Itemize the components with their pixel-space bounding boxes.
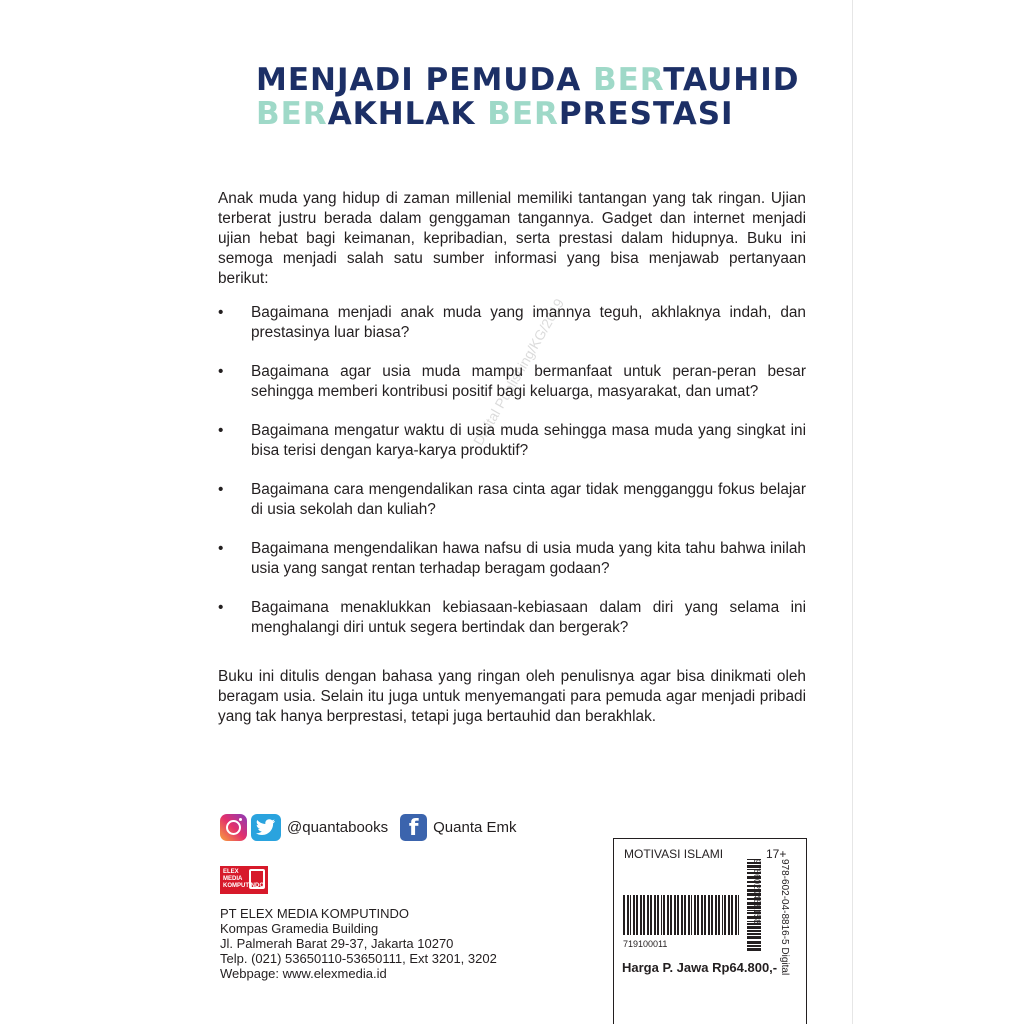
bullet: • <box>218 304 224 321</box>
watermark: Digital Publishing/KG/2019 <box>470 295 568 448</box>
logo-text: ELEX <box>223 869 239 875</box>
list-item <box>218 421 806 461</box>
title-text: PRESTASI <box>558 96 734 132</box>
bullet: • <box>218 363 224 380</box>
list-item-text: Bagaimana mengatur waktu di usia muda sehingga masa muda yang singkat ini bisa terisi dengan karya-karya produktif? <box>251 422 806 459</box>
list-item-text: Bagaimana agar usia muda mampu bermanfaat untuk peran-peran besar sehingga memberi kontribusi positif bagi keluarga, masyarakat, dan umat? <box>251 363 806 400</box>
age-rating: 17+ <box>766 847 787 861</box>
twitter-icon[interactable] <box>251 814 281 841</box>
title-line-1 <box>256 62 800 98</box>
list-item <box>218 480 806 520</box>
list-item-text: Bagaimana menjadi anak muda yang imannya teguh, akhlaknya indah, dan prestasinya luar biasa? <box>251 304 806 341</box>
title-text: AKHLAK <box>327 96 488 132</box>
list-item <box>218 303 806 343</box>
intro-paragraph: Anak muda yang hidup di zaman millenial memiliki tantangan yang tak ringan. Ujian terberat justru berada dalam genggaman tangannya. Gadget dan internet menjadi ujian hebat bagi keimanan, kepribadian, serta prestasi dalam hidupnya. Buku ini semoga menjadi salah satu sumber informasi yang bisa menjawab pertanyaan berikut: <box>218 190 806 287</box>
list-item-text: Bagaimana cara mengendalikan rasa cinta agar tidak mengganggu fokus belajar di usia sekolah dan kuliah? <box>251 481 806 518</box>
bullet: • <box>218 422 224 439</box>
list-item <box>218 539 806 579</box>
question-list <box>218 303 806 657</box>
title-text: MENJADI PEMUDA <box>256 62 593 98</box>
bullet: • <box>218 599 224 616</box>
title-highlight: BER <box>487 96 559 132</box>
price: Harga P. Jawa Rp64.800,- <box>622 960 778 975</box>
publisher-building: Kompas Gramedia Building <box>220 921 379 936</box>
list-item-text: Bagaimana menaklukkan kebiasaan-kebiasaan dalam diri yang selama ini menghalangi diri untuk segera bertindak dan bergerak? <box>251 599 806 636</box>
publisher-logo <box>220 866 268 894</box>
internal-barcode <box>623 895 739 935</box>
logo-text: MEDIA <box>223 876 243 882</box>
publisher-address: Jl. Palmerah Barat 29-37, Jakarta 10270 <box>220 936 454 951</box>
logo-mark-icon <box>249 869 265 889</box>
book-category: MOTIVASI ISLAMI <box>624 847 724 861</box>
list-item-text: Bagaimana mengendalikan hawa nafsu di usia muda yang kita tahu bahwa inilah usia yang sangat rentan terhadap beragam godaan? <box>251 540 806 577</box>
logo-text: KOMPUTINDO <box>223 883 264 889</box>
facebook-icon[interactable]: f <box>400 814 427 841</box>
page-edge <box>852 0 853 1024</box>
facebook-name[interactable]: Quanta Emk <box>433 818 517 836</box>
publisher-phone: Telp. (021) 53650110-53650111, Ext 3201, 3202 <box>220 951 497 966</box>
internal-code: 719100011 <box>623 939 668 949</box>
isbn-text: 978-602-04-8816-5 Digital <box>779 859 790 976</box>
publisher-name: PT ELEX MEDIA KOMPUTINDO <box>220 906 410 921</box>
list-item <box>218 598 806 638</box>
title-highlight: BER <box>593 62 664 98</box>
barcode-box <box>613 838 807 1024</box>
publisher-web: Webpage: www.elexmedia.id <box>220 966 387 981</box>
bullet: • <box>218 540 224 557</box>
social-links <box>220 812 517 842</box>
ean-digits: 9786020488158 <box>752 859 762 925</box>
title-line-2 <box>256 96 776 132</box>
publisher-info <box>220 906 497 981</box>
title-highlight: BER <box>256 96 328 132</box>
instagram-twitter-handle[interactable]: @quantabooks <box>287 818 389 836</box>
bullet: • <box>218 481 224 498</box>
title-text: TAUHID <box>663 62 800 98</box>
instagram-icon[interactable] <box>220 814 247 841</box>
outro-paragraph: Buku ini ditulis dengan bahasa yang ringan oleh penulisnya agar bisa dinikmati oleh beragam usia. Selain itu juga untuk menyemangati para pemuda agar menjadi pribadi yang tak hanya berprestasi, tetapi juga bertauhid dan berakhlak. <box>218 668 806 725</box>
